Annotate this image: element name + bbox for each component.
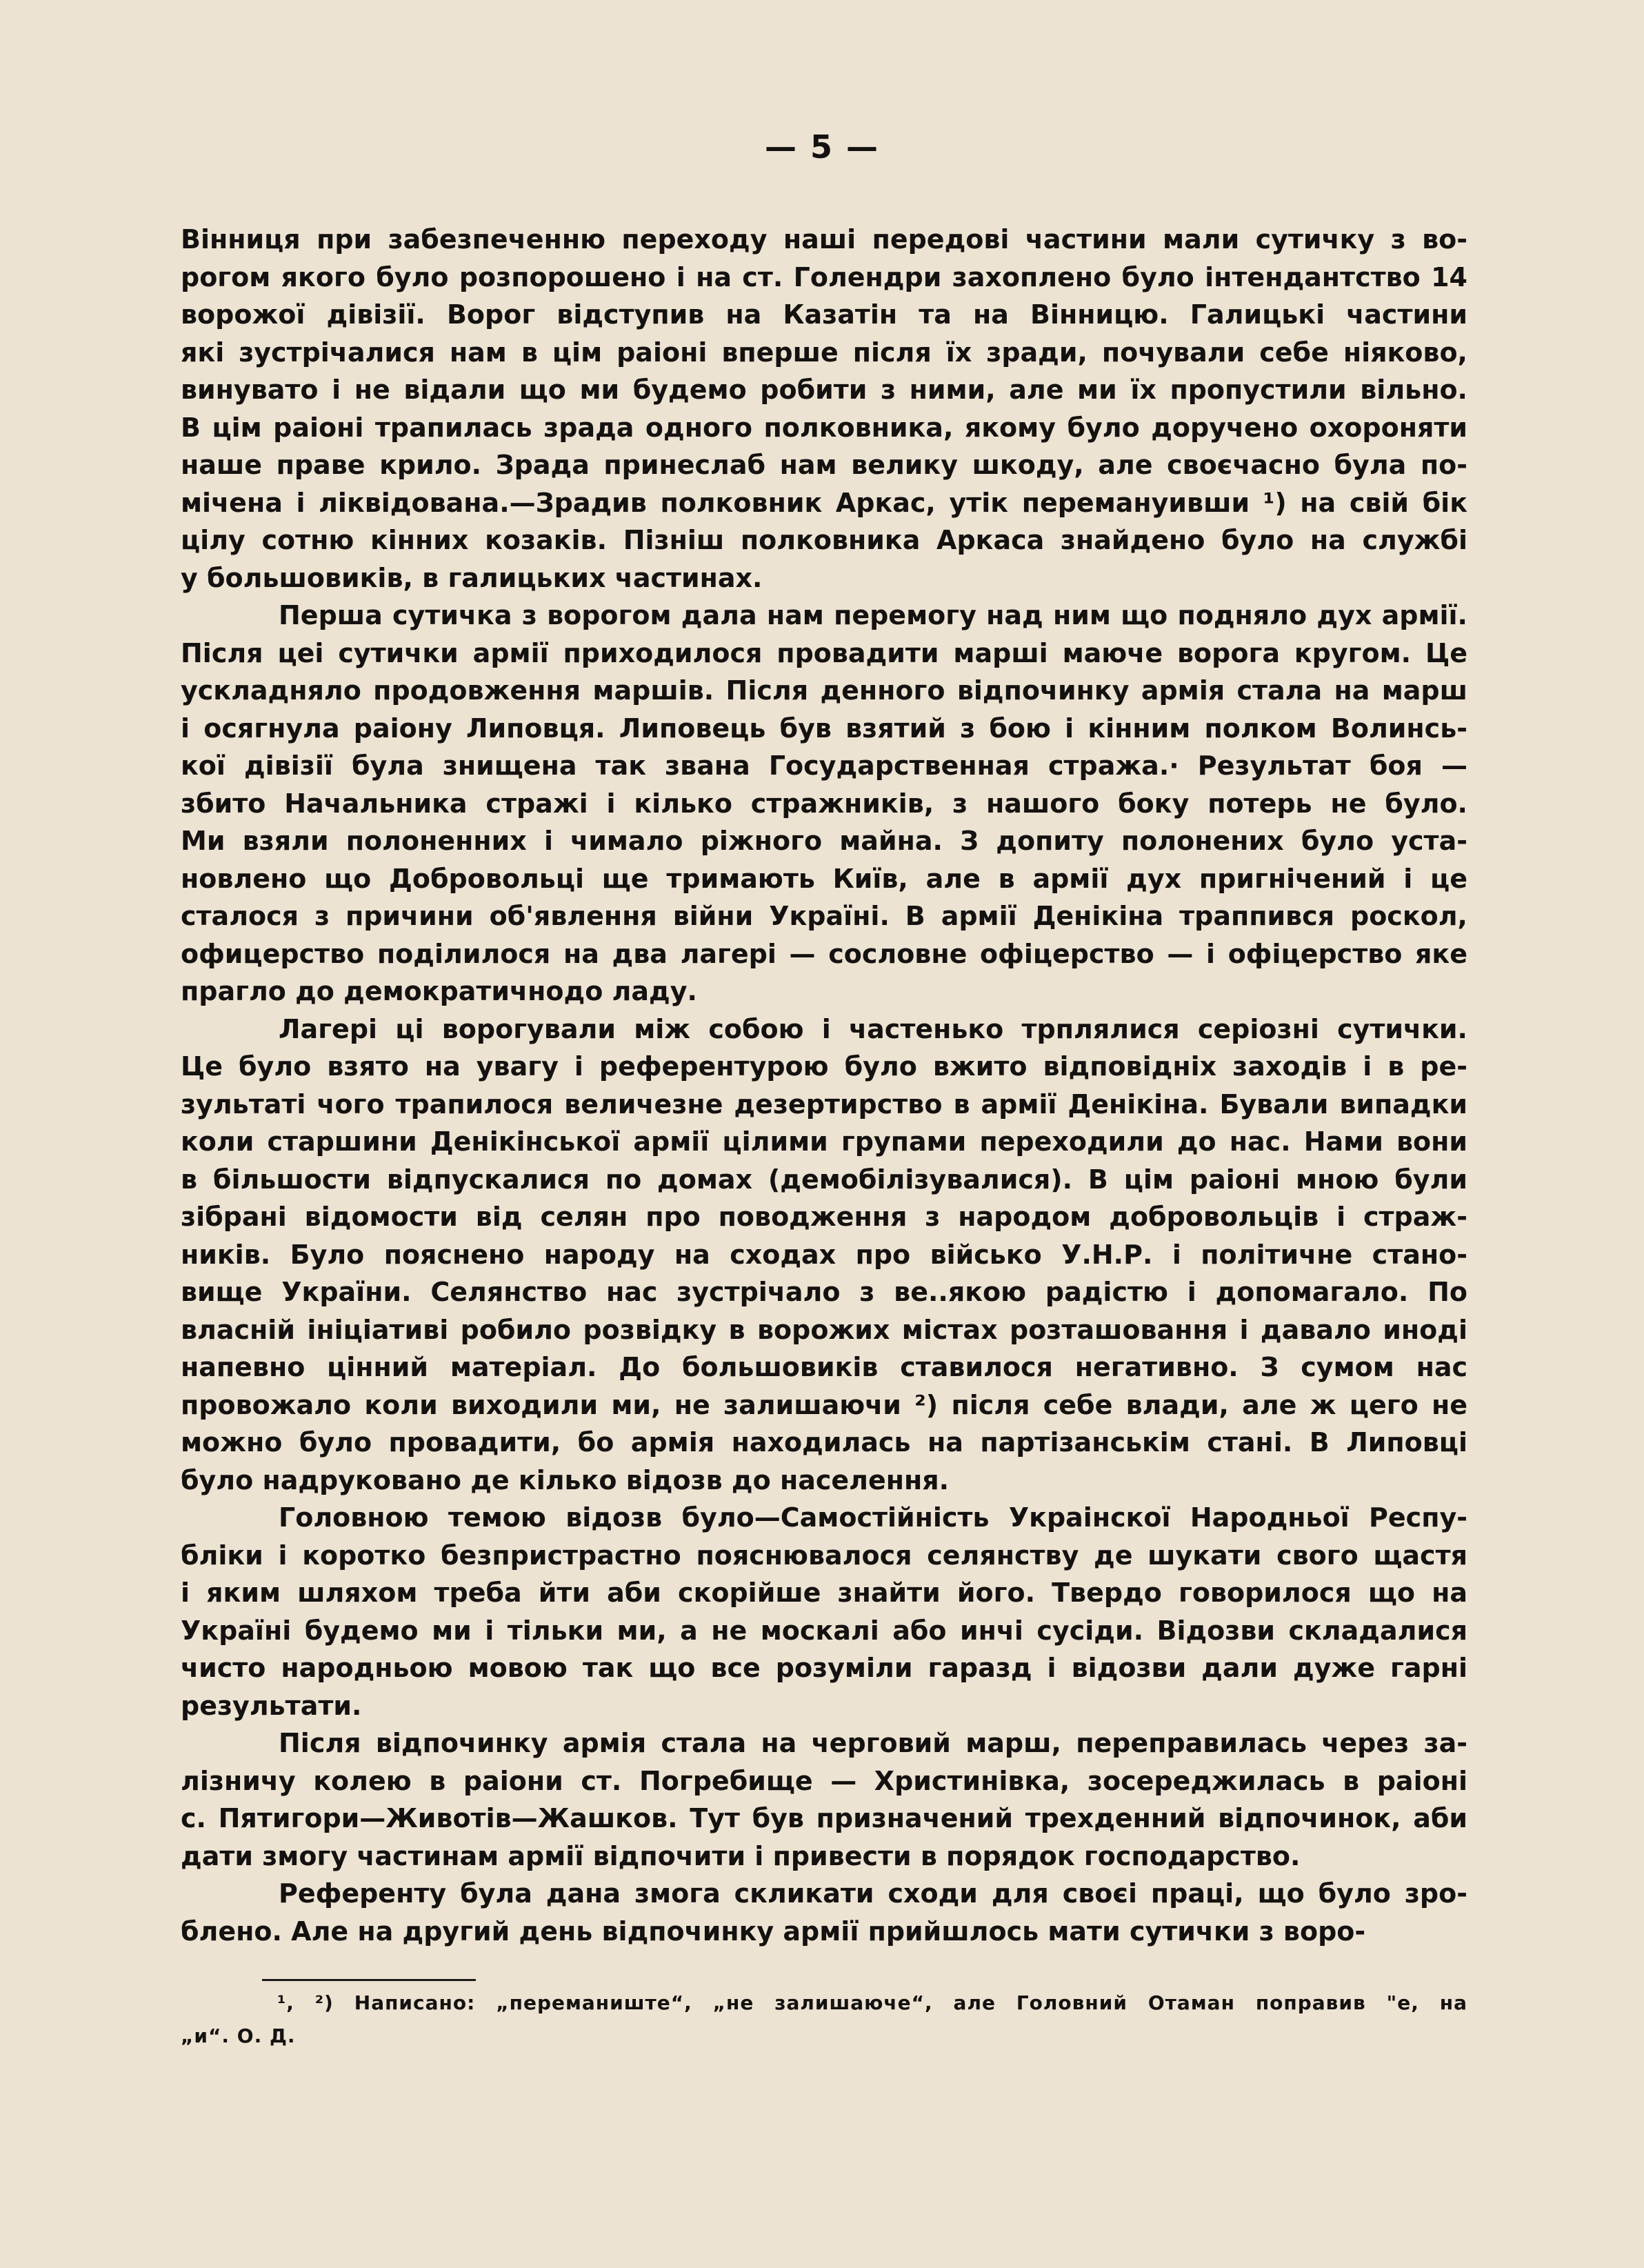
text-line: кої дівізії була знищена так звана Государственная стража.· Результат боя — <box>181 750 1467 781</box>
text-line: Референту була дана змога скликати сходи для своєі праці, що було зро- <box>279 1878 1467 1909</box>
text-line: в більшости відпускалися по домах (демобілізувалися). В цім раіоні мною були <box>181 1164 1467 1195</box>
text-line: чисто народньою мовою так що все розуміли гаразд і відозви дали дуже гарні <box>181 1653 1467 1683</box>
body-text <box>181 221 1467 1950</box>
text-line: Головною темою відозв було—Самостійність Украінскої Народньої Респу- <box>279 1502 1467 1533</box>
text-line: бліки і коротко безпристрастно пояснювалося селянству де шукати свого щастя <box>181 1540 1467 1571</box>
text-line: лізничу колею в раіони ст. Погребище — Христинівка, зосереджилась в раіоні <box>181 1765 1467 1796</box>
paragraph <box>181 1724 1467 1875</box>
text-line: Вінниця при забезпеченню переходу наші передові частини мали сутичку з во- <box>181 224 1467 255</box>
text-line: прагло до демократичнодо ладу. <box>181 976 697 1006</box>
page-number: — 5 — <box>764 128 880 166</box>
text-line: рогом якого було розпорошено і на ст. Голендри захоплено було інтендантство 14 <box>181 261 1467 292</box>
text-line: можно було провадити, бо армія находилась на партізанськім стані. В Липовці <box>181 1427 1467 1458</box>
footnotes <box>181 1987 1467 2053</box>
text-line: напевно цінний матеріал. До большовиків ставилося негативно. З сумом нас <box>181 1352 1467 1382</box>
text-line: с. Пятигори—Животів—Жашков. Тут був призначений трехденний відпочинок, аби <box>181 1803 1467 1833</box>
text-line: Це було взято на увагу і референтурою було вжито відповідніх заходів і в ре- <box>181 1051 1467 1082</box>
footnote-line: ¹, ²) Написано: „переманиште“, „не залишаюче“, але Головний Отаман поправив "е, на <box>277 1991 1467 2014</box>
footnote-divider <box>262 1979 476 1981</box>
text-line: Перша сутичка з ворогом дала нам перемогу над ним що подняло дух армії. <box>279 600 1467 630</box>
text-line: мічена і ліквідована.—Зрадив полковник Аркас, утік перемануивши ¹) на свій бік <box>181 487 1467 518</box>
text-line: новлено що Добровольці ще тримають Київ, але в армії дух пригнічений і це <box>181 863 1467 894</box>
text-line: ворожої дівізії. Ворог відступив на Казатін та на Вінницю. Галицькі частини <box>181 299 1467 330</box>
text-line: офицерство поділилося на два лагері — сословне офіцерство — і офіцерство яке <box>181 938 1467 969</box>
footnote-line: „и“. О. Д. <box>181 2025 296 2047</box>
text-line: результати. <box>181 1690 362 1721</box>
text-line: які зустрічалися нам в цім раіоні вперше після їх зради, почували себе ніяково, <box>181 337 1467 368</box>
paragraph <box>181 597 1467 1011</box>
text-line: Після відпочинку армія стала на черговий марш, переправилась через за- <box>279 1728 1467 1758</box>
text-line: В цім раіоні трапилась зрада одного полковника, якому було доручено охороняти <box>181 412 1467 443</box>
paragraph <box>181 1499 1467 1724</box>
text-line: було надруковано де кілько відозв до населення. <box>181 1464 950 1495</box>
text-line: у большовиків, в галицьких частинах. <box>181 562 763 593</box>
text-line: Лагері ці ворогували між собою і частенько трплялися серіозні сутички. <box>279 1013 1467 1044</box>
text-line: блено. Але на другий день відпочинку армії прийшлось мати сутички з воро- <box>181 1916 1366 1947</box>
text-line: коли старшини Денікінської армії цілими групами переходили до нас. Нами вони <box>181 1126 1467 1157</box>
paragraph <box>181 221 1467 597</box>
paragraph <box>181 1875 1467 1950</box>
text-line: винувато і не відали що ми будемо робити з ними, але ми їх пропустили вільно. <box>181 375 1467 405</box>
text-line: і осягнула раіону Липовця. Липовець був взятий з бою і кінним полком Волинсь- <box>181 713 1467 744</box>
text-line: Ми взяли полоненних і чимало ріжного майна. З допиту полонених було уста- <box>181 826 1467 856</box>
text-line: вище України. Селянство нас зустрічало з ве..якою радістю і допомагало. По <box>181 1277 1467 1307</box>
paragraph <box>181 1011 1467 1500</box>
text-line: дати змогу частинам армії відпочити і привести в порядок господарство. <box>181 1840 1301 1871</box>
text-line: провожало коли виходили ми, не залишаючи ²) після себе влади, але ж цего не <box>181 1389 1467 1420</box>
text-line: Після цеі сутички армії приходилося провадити марші маюче ворога кругом. Це <box>181 637 1467 668</box>
text-line: збито Начальника стражі і кілько стражників, з нашого боку потерь не було. <box>181 788 1467 819</box>
text-line: зультаті чого трапилося величезне дезертирство в армії Денікіна. Бували випадки <box>181 1088 1467 1120</box>
text-line: і яким шляхом треба йти аби скорійше знайти його. Твердо говорилося що на <box>181 1578 1467 1608</box>
text-line: ників. Було пояснено народу на сходах про військо У.Н.Р. і політичне стано- <box>181 1239 1467 1270</box>
text-line: Україні будемо ми і тільки ми, а не москалі або инчі сусіди. Відозви складалися <box>181 1615 1467 1646</box>
text-line: зібрані відомости від селян про поводження з народом добровольців і страж- <box>181 1202 1467 1232</box>
text-line: ускладняло продовження маршів. Після денного відпочинку армія стала на марш <box>181 675 1467 706</box>
text-line: наше праве крило. Зрада принеслаб нам велику шкоду, але своєчасно була по- <box>181 450 1467 480</box>
text-line: сталося з причини об'явлення війни Україні. В армії Денікіна траппився роскол, <box>181 901 1467 931</box>
text-line: цілу сотню кінних козаків. Пізніш полковника Аркаса знайдено було на службі <box>181 525 1467 555</box>
text-line: власній ініціативі робило розвідку в ворожих містах розташовання і давало иноді <box>181 1314 1467 1345</box>
